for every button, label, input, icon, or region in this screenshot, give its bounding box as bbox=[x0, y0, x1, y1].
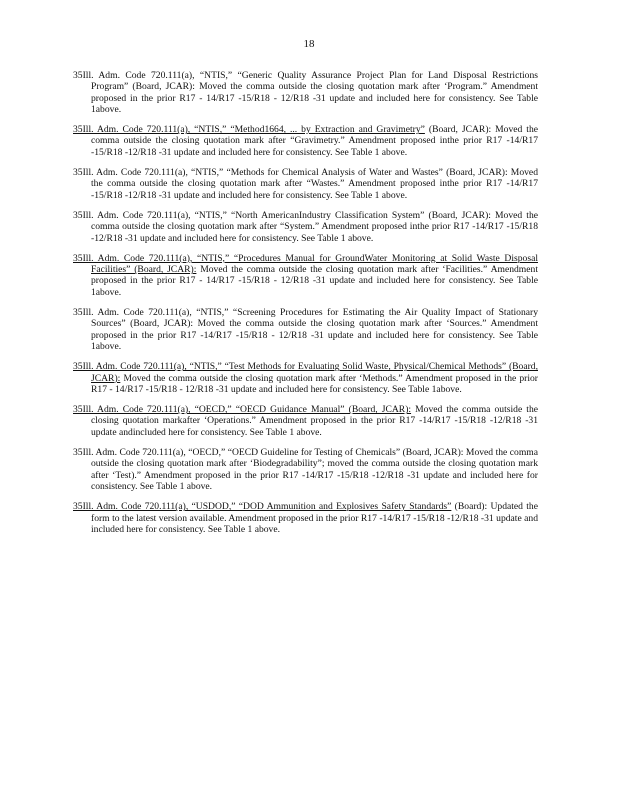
entry-note: Moved the comma outside the closing quotation mark after ‘Sources.” Amendment proposed in the prior R17 -14/R17 -15/R18 - 12/R18 -31 update and included here for consistency. See Table 1above. bbox=[91, 318, 538, 352]
entry-ntis-land-disposal bbox=[73, 70, 538, 115]
entry-note: Moved the comma outside the closing quotation mark after ‘Methods.” Amendment proposed in the prior R17 - 14/R17 -15/R18 - 12/R18 -31 update and included here for consistency. See Table 1above. bbox=[91, 372, 538, 395]
entry-ntis-air-quality bbox=[73, 307, 538, 352]
entry-citation: 35Ill. Adm. Code 720.111(a), “NTIS,” “Test Methods for Evaluating Solid Waste, Physical/Chemical Methods” (Board, JCAR): bbox=[73, 361, 538, 384]
entry-note: Moved the comma outside the closing quotation mark after ‘Biodegradability”; moved the comma outside the closing quotation mark after ‘Test).” Amendment proposed in the prior R17 -14/R17 -15/R18 -12/R18 -31 update and included here for consistency. See Table 1 above. bbox=[91, 447, 538, 492]
entry-citation: 35Ill. Adm. Code 720.111(a), “USDOD,” “DOD Ammunition and Explosives Safety Standards” bbox=[73, 501, 452, 513]
entry-citation: 35Ill. Adm. Code 720.111(a), “NTIS,” “Generic Quality Assurance Project Plan for Land Disposal Restrictions Program” (Board, JCAR): bbox=[73, 70, 538, 93]
entry-ntis-chemical-analysis bbox=[73, 167, 538, 201]
entry-note: Moved the comma outside the closing quotation mark after ‘Program.” Amendment proposed in the prior R17 - 14/R17 -15/R18 - 12/R18 -31 update and included here for consistency. See Table 1above. bbox=[91, 81, 538, 115]
entry-note: (Board): Updated the form to the latest version available. Amendment proposed in the prior R17 -14/R17 -15/R18 -12/R18 -31 update and included here for consistency. See Table 1 above. bbox=[91, 501, 538, 535]
entry-note: Moved the comma outside the closing quotation mark after ‘Facilities.” Amendment proposed in the prior R17 - 14/R17 -15/R18 - 12/R18 -31 update and included here for consistency. See Table 1above. bbox=[91, 264, 538, 298]
amendment-list bbox=[73, 70, 538, 544]
entry-note: (Board, JCAR): Moved the comma outside the closing quotation mark after “Wastes.” Amendment proposed inthe prior R17 -14/R17 -15/R18 -12/R18 -31 update and included here for consistency. See Table 1 above. bbox=[91, 167, 538, 201]
entry-ntis-solid-waste bbox=[73, 361, 538, 395]
entry-citation: 35Ill. Adm. Code 720.111(a), “NTIS,” “Methods for Chemical Analysis of Water and Wastes” bbox=[73, 167, 443, 179]
entry-ntis-naics bbox=[73, 210, 538, 244]
entry-usdod-ammunition bbox=[73, 501, 538, 535]
entry-ntis-method1664 bbox=[73, 124, 538, 158]
entry-citation: 35Ill. Adm. Code 720.111(a), “NTIS,” “Procedures Manual for GroundWater Monitoring at Solid Waste Disposal Facilities” (Board, JCAR): bbox=[73, 252, 538, 276]
entry-note: Moved the comma outside the closing quotation markafter ‘Operations.” Amendment proposed in the prior R17 -14/R17 -15/R18 -12/R18 -31 update andincluded here for consistency. See Table 1 above. bbox=[91, 404, 538, 438]
entry-citation: 35Ill. Adm. Code 720.111(a), “NTIS,” “Method1664, ... by Extraction and Gravimetry” bbox=[73, 124, 425, 136]
entry-citation: 35Ill. Adm. Code 720.111(a), “OECD,” “OECD Guideline for Testing of Chemicals” (Board, JCAR): bbox=[73, 447, 464, 459]
entry-citation: 35Ill. Adm. Code 720.111(a), “NTIS,” “Screening Procedures for Estimating the Air Quality Impact of Stationary Sources” (Board, JCAR): bbox=[73, 307, 538, 330]
entry-citation: 35Ill. Adm. Code 720.111(a), “OECD,” “OECD Guidance Manual” (Board, JCAR): bbox=[73, 404, 412, 416]
page-number: 18 bbox=[303, 38, 315, 50]
entry-oecd-testing bbox=[73, 447, 538, 492]
entry-note: (Board, JCAR): Moved the comma outside the closing quotation mark after “Gravimetry.” Amendment proposed inthe prior R17 -14/R17 -15/R18 -12/R18 -31 update and included here for consistency. See Table 1 above. bbox=[91, 124, 538, 158]
entry-citation: 35Ill. Adm. Code 720.111(a), “NTIS,” “North AmericanIndustry Classification System” bbox=[73, 209, 425, 221]
entry-ntis-groundwater bbox=[73, 253, 538, 298]
entry-oecd-guidance bbox=[73, 404, 538, 438]
entry-note: (Board, JCAR): Moved the comma outside the closing quotation mark after “System.” Amendment proposed inthe prior R17 -14/R17 -15/R18 -12/R18 -31 update and included here for consistency. See Table 1 above. bbox=[91, 209, 539, 244]
